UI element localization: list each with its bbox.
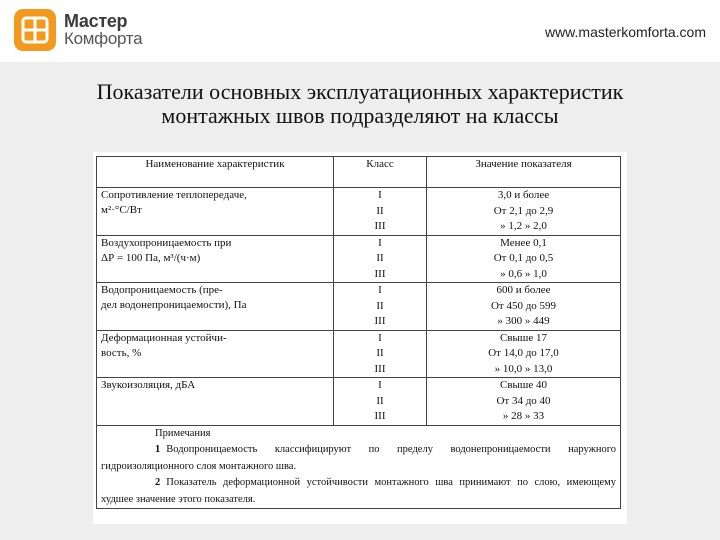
- indicator-value-cell: [427, 235, 621, 283]
- indicator-value: » 300 » 449: [497, 315, 550, 327]
- slide-title-line2: монтажных швов подразделяют на классы: [161, 103, 559, 128]
- column-header-value: Значение показателя: [427, 157, 621, 188]
- table-row: [97, 330, 621, 378]
- indicator-value: Свыше 40: [499, 379, 548, 391]
- indicator-value: 3,0 и более: [497, 189, 550, 201]
- table-header-row: [97, 157, 621, 188]
- characteristic-name: [97, 283, 334, 331]
- brand-name-line1: Мастер: [64, 11, 128, 31]
- header: [0, 0, 720, 62]
- indicator-value: 600 и более: [496, 284, 551, 296]
- indicator-value-cell: [427, 330, 621, 378]
- class-value: II: [376, 204, 384, 217]
- class-value: III: [374, 267, 386, 280]
- column-header-class: Класс: [334, 157, 427, 188]
- class-value: II: [376, 394, 384, 407]
- class-value: III: [374, 362, 386, 375]
- characteristic-name-line: Сопротивление теплопередаче,: [101, 189, 247, 201]
- indicator-value: От 0,1 до 0,5: [493, 252, 554, 264]
- slide-title-line1: Показатели основных эксплуатационных характеристик: [96, 79, 624, 104]
- class-value: II: [376, 299, 384, 312]
- table-row: [97, 235, 621, 283]
- indicator-value: » 1,2 » 2,0: [500, 220, 547, 232]
- class-cell: [334, 330, 427, 378]
- brand-name-line2: Комфорта: [64, 29, 143, 48]
- indicator-value-cell: [427, 283, 621, 331]
- characteristic-name-line: дел водонепроницаемости), Па: [101, 299, 247, 311]
- characteristic-name-line: Воздухопроницаемость при: [101, 236, 232, 249]
- class-cell: [334, 188, 427, 236]
- indicator-value: От 450 до 599: [490, 299, 557, 312]
- table-notes: [97, 425, 621, 509]
- brand-logo-icon[interactable]: [14, 9, 56, 51]
- document-scan: [93, 152, 627, 524]
- indicator-value: Менее 0,1: [500, 236, 547, 249]
- note-text: Показатель деформационной устойчивости монтажного шва принимают по слою, имеющему худшее значение этого показателя.: [101, 477, 616, 505]
- class-value: I: [378, 236, 382, 249]
- characteristic-name: [97, 330, 334, 378]
- class-value: I: [378, 379, 382, 391]
- characteristic-name-line: Деформационная устойчи-: [101, 331, 227, 344]
- brand-name[interactable]: [64, 12, 142, 48]
- indicator-value-cell: [427, 188, 621, 236]
- class-value: I: [378, 331, 382, 344]
- characteristics-table: [96, 156, 621, 509]
- note-number: 2: [155, 477, 161, 488]
- indicator-value: » 10,0 » 13,0: [494, 362, 553, 375]
- class-cell: [334, 283, 427, 331]
- characteristic-name: [97, 188, 334, 236]
- indicator-value: » 28 » 33: [502, 410, 545, 422]
- note-item: [101, 475, 616, 508]
- indicator-value: Свыше 17: [499, 331, 548, 344]
- notes-title: Примечания: [155, 427, 211, 439]
- indicator-value: От 14,0 до 17,0: [488, 347, 559, 359]
- class-cell: [334, 235, 427, 283]
- class-cell: [334, 378, 427, 426]
- characteristic-name-line: Звукоизоляция, дБА: [101, 379, 196, 391]
- note-text: Водопроницаемость классифицируют по пределу водонепроницаемости наружного гидроизоляционного слоя монтажного шва.: [101, 444, 616, 472]
- note-item: [101, 442, 616, 475]
- indicator-value-cell: [427, 378, 621, 426]
- characteristic-name: [97, 235, 334, 283]
- characteristic-name-line: ΔР = 100 Па, м³/(ч·м): [101, 251, 201, 264]
- characteristic-name-line: м²·°С/Вт: [101, 204, 142, 216]
- slide-title: [0, 80, 720, 128]
- indicator-value: » 0,6 » 1,0: [500, 267, 547, 280]
- class-value: II: [376, 252, 384, 264]
- characteristic-name-line: Водопроницаемость (пре-: [101, 284, 223, 296]
- characteristic-name: [97, 378, 334, 426]
- class-value: III: [374, 315, 386, 327]
- table-row: [97, 188, 621, 236]
- indicator-value: От 34 до 40: [496, 394, 551, 407]
- characteristic-name-line: вость, %: [101, 346, 142, 359]
- table-row: [97, 283, 621, 331]
- class-value: I: [378, 284, 382, 296]
- table-notes-row: [97, 425, 621, 509]
- class-value: II: [376, 347, 384, 359]
- note-number: 1: [155, 444, 161, 455]
- class-value: I: [378, 189, 382, 201]
- column-header-name: Наименование характеристик: [97, 157, 334, 188]
- table-row: [97, 378, 621, 426]
- site-url-link[interactable]: www.masterkomforta.com: [544, 24, 706, 40]
- indicator-value: От 2,1 до 2,9: [493, 204, 554, 217]
- class-value: III: [374, 220, 386, 232]
- class-value: III: [374, 410, 386, 422]
